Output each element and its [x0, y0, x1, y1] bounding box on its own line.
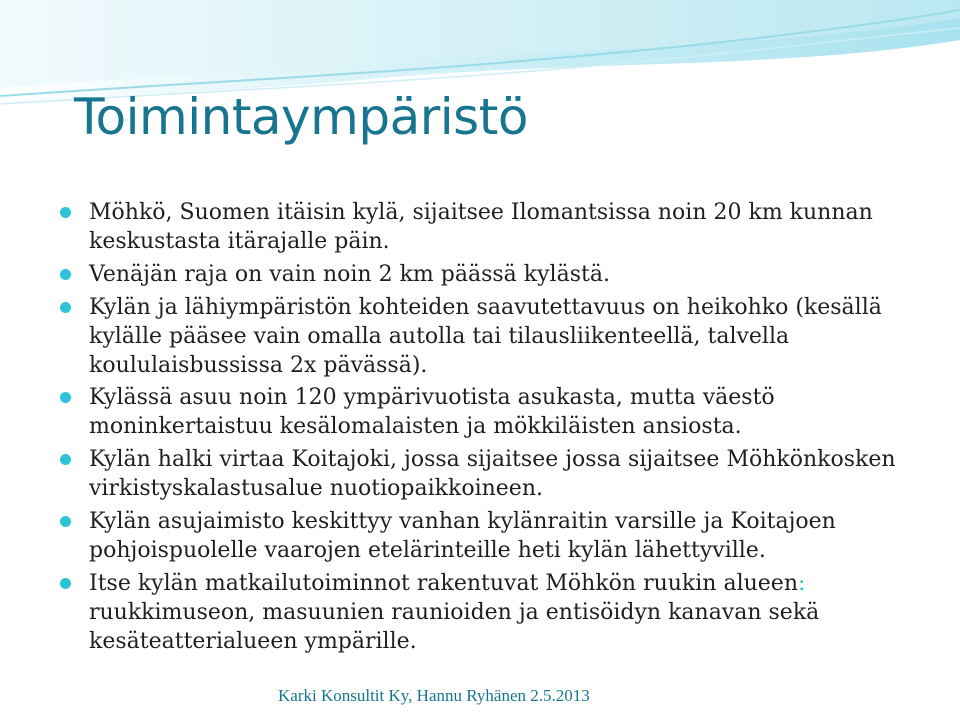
bullet-text: Kylässä asuu noin 120 ympärivuotista asukasta, mutta väestö moninkertaistuu kesälomalaisten ja mökkiläisten ansiosta.: [89, 385, 775, 440]
bullet-dot-icon: [60, 516, 71, 527]
slide-title: Toimintaympäristö: [74, 88, 528, 146]
bullet-text-part2: ruukkimuseon, masuunien raunioiden ja entisöidyn kanavan sekä kesäteatterialueen ympärille.: [89, 599, 820, 654]
bullet-text-part1: Itse kylän matkailutoiminnot rakentuvat Möhkön ruukin alueen: [89, 570, 798, 596]
bullet-dot-icon: [60, 207, 71, 218]
bullet-dot-icon: [60, 578, 71, 589]
bullet-text: Kylän ja lähiympäristön kohteiden saavutettavuus on heikohko (kesällä kylälle pääsee vain omalla autolla tai tilausliikenteellä, talvella koululaisbussissa 2x pävässä).: [89, 294, 882, 378]
bullet-dot-icon: [60, 269, 71, 280]
bullet-list: [58, 198, 938, 660]
bullet-text: Möhkö, Suomen itäisin kylä, sijaitsee Ilomantsissa noin 20 km kunnan keskustasta itärajalle päin.: [89, 200, 873, 254]
bullet-dot-icon: [60, 392, 71, 403]
bullet-text: Kylän halki virtaa Koitajoki, jossa sijaitsee jossa sijaitsee Möhkönkosken virkistyskalastusalue nuotiopaikkoineen.: [89, 447, 896, 502]
bullet-colon: :: [797, 570, 806, 596]
bullet-item: [58, 569, 938, 656]
bullet-item: [58, 198, 938, 256]
slide-footer: Karki Konsultit Ky, Hannu Ryhänen 2.5.2013: [278, 686, 590, 705]
bullet-item: [58, 445, 938, 503]
bullet-item: [58, 293, 938, 380]
bullet-dot-icon: [60, 454, 71, 465]
bullet-item: [58, 383, 938, 441]
bullet-item: [58, 260, 938, 289]
bullet-dot-icon: [60, 302, 71, 313]
bullet-item: [58, 507, 938, 565]
bullet-text: Kylän asujaimisto keskittyy vanhan kylänraitin varsille ja Koitajoen pohjoispuolelle vaarojen etelärinteille heti kylän lähettyville.: [89, 508, 836, 563]
bullet-text: Venäjän raja on vain noin 2 km päässä kylästä.: [89, 261, 610, 287]
